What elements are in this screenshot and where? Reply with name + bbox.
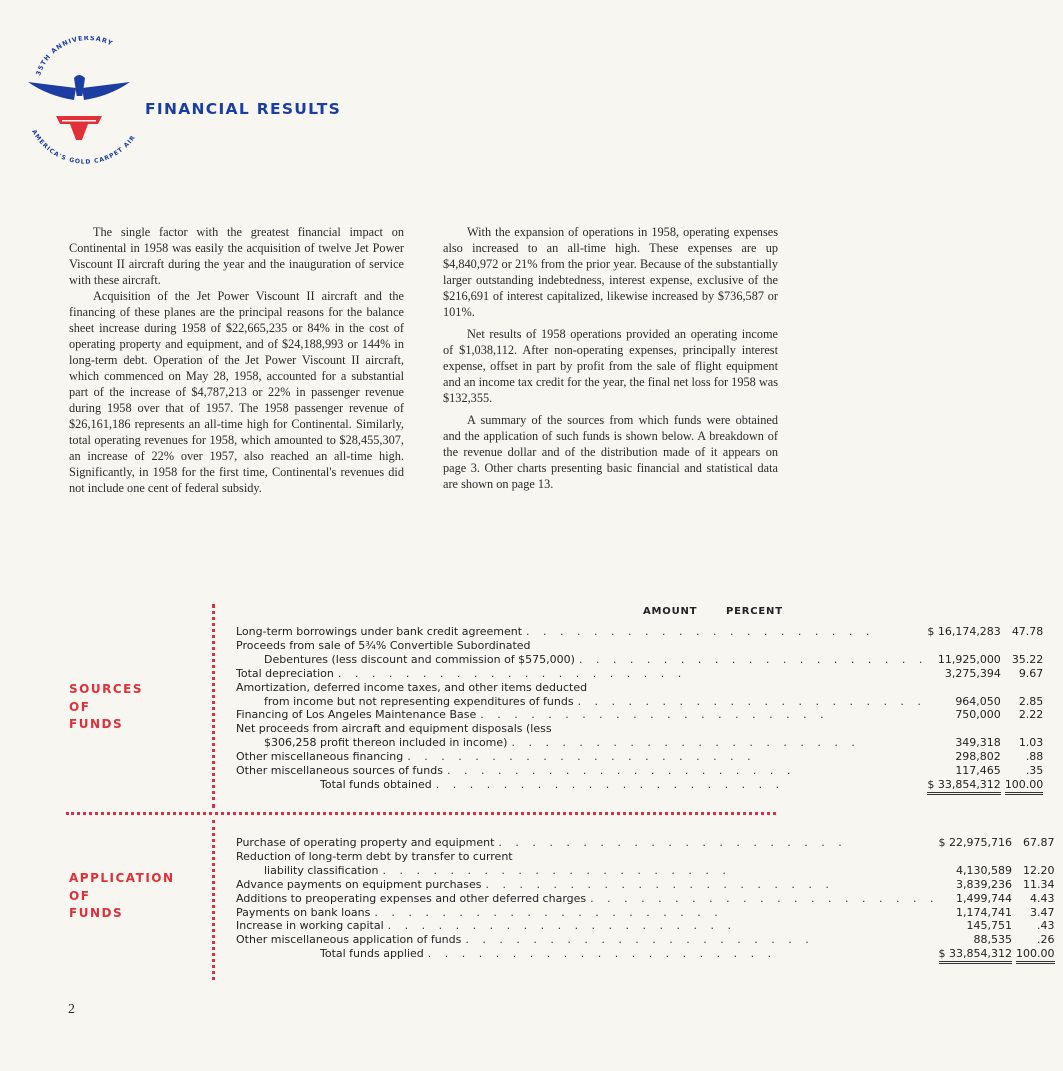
paragraph: A summary of the sources from which funds were obtained and the application of such funds is shown below. A breakdown of the revenue dollar and of the distribution made of it appears on page 3. Other charts presenting basic financial and statistical data are shown on page 13.: [443, 413, 778, 491]
row-percent: 1.03: [1018, 736, 1044, 750]
table-row: [236, 906, 1063, 920]
amount-header: AMOUNT: [643, 606, 698, 617]
table-row: [236, 878, 1063, 892]
row-percent: 100.00: [1005, 778, 1044, 795]
leader-dots: . . . . . . . . . . . . . . . . . . . . .: [337, 666, 687, 680]
table-row: [236, 933, 1063, 947]
text-column-left: [69, 224, 404, 502]
table-row: [236, 695, 1051, 709]
row-amount: $ 33,854,312: [939, 947, 1012, 964]
row-percent: 2.22: [1018, 708, 1044, 722]
total-row: [236, 778, 1051, 792]
total-row: [236, 947, 1063, 961]
row-percent: 11.34: [1023, 877, 1055, 891]
percent-header: PERCENT: [726, 606, 783, 617]
leader-dots: . . . . . . . . . . . . . . . . . . . . .: [578, 652, 928, 666]
leader-dots: . . . . . . . . . . . . . . . . . . . . .: [498, 836, 847, 849]
leader-dots: . . . . . . . . . . . . . . . . . . . . .: [374, 905, 723, 919]
row-description: from income but not representing expenditures of funds: [264, 695, 578, 708]
leader-dots: . . . . . . . . . . . . . . . . . . . . .: [407, 750, 756, 764]
row-description: Net proceeds from aircraft and equipment disposals (less: [236, 722, 556, 735]
row-description: Long-term borrowings under bank credit agreement: [236, 625, 526, 638]
leader-dots: . . . . . . . . . . . . . . . . . . . . .: [577, 694, 926, 708]
leader-dots: . . . . . . . . . . . . . . . . . . . . .: [387, 919, 737, 933]
row-description: Total depreciation: [236, 667, 338, 680]
row-percent: .26: [1037, 933, 1055, 947]
table-row: [236, 850, 1063, 864]
application-of-funds-table: [236, 836, 1063, 961]
logo-top-text: 35TH ANNIVERSARY: [34, 36, 115, 77]
row-amount: $ 22,975,716: [938, 836, 1012, 849]
row-description: Total funds applied: [320, 947, 428, 960]
page-heading: FINANCIAL RESULTS: [145, 100, 342, 118]
row-amount: 4,130,589: [956, 863, 1012, 877]
table-row: [236, 639, 1051, 653]
row-amount: 964,050: [955, 694, 1001, 708]
row-amount: 117,465: [955, 764, 1001, 778]
row-amount: 3,275,394: [944, 666, 1001, 680]
table-row: [236, 919, 1063, 933]
application-label: APPLICATION OF FUNDS: [69, 871, 175, 920]
table-row: [236, 708, 1051, 722]
row-percent: 67.87: [1023, 836, 1055, 849]
leader-dots: . . . . . . . . . . . . . . . . . . . . .: [446, 764, 796, 778]
row-amount: 3,839,236: [956, 877, 1012, 891]
table-row: [236, 653, 1051, 667]
table-row: [236, 764, 1051, 778]
row-amount: 11,925,000: [937, 652, 1001, 666]
row-description: Proceeds from sale of 5¾% Convertible Subordinated: [236, 639, 535, 652]
leader-dots: . . . . . . . . . . . . . . . . . . . . .: [382, 863, 731, 877]
paragraph: Net results of 1958 operations provided an operating income of $1,038,112. After non-operating expenses, principally interest expense, offset in part by profit from the sale of flight equipment and an income tax credit for the year, the final net loss for 1958 was $132,355.: [443, 327, 778, 405]
row-description: Payments on bank loans: [236, 906, 374, 919]
row-description: Amortization, deferred income taxes, and other items deducted: [236, 681, 591, 694]
leader-dots: . . . . . . . . . . . . . . . . . . . . .: [465, 933, 814, 947]
row-percent: 35.22: [1011, 652, 1044, 666]
sources-of-funds-table: [236, 625, 1051, 792]
row-description: Reduction of long-term debt by transfer to current: [236, 850, 517, 863]
row-amount: 1,499,744: [956, 891, 1012, 905]
table-row: [236, 681, 1051, 695]
row-percent: .88: [1025, 750, 1044, 764]
row-percent: 47.78: [1011, 625, 1044, 638]
row-description: Other miscellaneous application of funds: [236, 933, 465, 946]
tail-feathers-icon: [56, 116, 102, 140]
horizontal-dotted-divider: [66, 812, 776, 815]
row-percent: 2.85: [1018, 694, 1044, 708]
vertical-dotted-divider: [212, 820, 219, 980]
row-percent: 3.47: [1030, 905, 1055, 919]
row-amount: 1,174,741: [956, 905, 1012, 919]
row-amount: $ 33,854,312: [927, 778, 1000, 795]
row-percent: 4.43: [1030, 891, 1055, 905]
page-number: 2: [68, 1002, 75, 1017]
row-amount: 88,535: [973, 933, 1012, 947]
text-column-right: [443, 224, 778, 498]
row-percent: 12.20: [1023, 863, 1055, 877]
row-description: Financing of Los Angeles Maintenance Base: [236, 708, 480, 721]
leader-dots: . . . . . . . . . . . . . . . . . . . . .: [485, 877, 834, 891]
leader-dots: . . . . . . . . . . . . . . . . . . . . .: [435, 777, 785, 791]
row-percent: 9.67: [1018, 666, 1044, 680]
row-description: $306,258 profit thereon included in income): [264, 736, 511, 749]
row-description: Total funds obtained: [320, 778, 436, 791]
leader-dots: . . . . . . . . . . . . . . . . . . . . .: [427, 947, 777, 961]
logo-bottom-text: AMERICA'S GOLD CARPET AIR: [30, 128, 138, 166]
row-amount: 145,751: [966, 919, 1012, 933]
anniversary-logo: [18, 36, 158, 186]
row-description: Increase in working capital: [236, 919, 388, 932]
row-percent: .43: [1037, 919, 1055, 933]
table-row: [236, 625, 1051, 639]
row-amount: 750,000: [955, 708, 1001, 722]
table-row: [236, 864, 1063, 878]
row-amount: 298,802: [955, 750, 1001, 764]
row-description: Debentures (less discount and commission of $575,000): [264, 653, 579, 666]
leader-dots: . . . . . . . . . . . . . . . . . . . . .: [590, 891, 939, 905]
paragraph: With the expansion of operations in 1958, operating expenses also increased to an all-time high. These expenses are up $4,840,972 or 21% from the prior year. Because of the substantially larger outstanding indebtedness, interest expense, exclusive of the $216,691 of interest capitalized, likewise increased by $736,587 or 101%.: [443, 225, 778, 319]
table-row: [236, 667, 1051, 681]
row-description: Advance payments on equipment purchases: [236, 878, 486, 891]
paragraph: The single factor with the greatest financial impact on Continental in 1958 was easily the acquisition of twelve Jet Power Viscount II aircraft during the year and the inauguration of service with these aircraft.: [69, 225, 404, 287]
vertical-dotted-divider: [212, 604, 219, 808]
row-percent: 100.00: [1016, 947, 1055, 964]
row-amount: $ 16,174,283: [927, 625, 1001, 638]
table-row: [236, 736, 1051, 750]
paragraph: Acquisition of the Jet Power Viscount II aircraft and the financing of these planes are the principal reasons for the balance sheet increase during 1958 of $22,665,235 or 84% in the cost of operating property and equipment, and of $24,188,993 or 144% in long-term debt. Operation of the Jet Power Viscount II aircraft, which commenced on May 28, 1958, accounted for a substantial part of the increase of $4,787,213 or 22% in passenger revenue during 1958 over that of 1957. The 1958 passenger revenue of $26,161,186 represents an all-time high for Continental. Similarly, total operating revenues for 1958, which amounted to $28,455,307, an increase of 22% over 1957, also reached an all-time high. Significantly, in 1958 for the first time, Continental's revenues did not include one cent of federal subsidy.: [69, 289, 404, 495]
table-row: [236, 892, 1063, 906]
row-description: Other miscellaneous sources of funds: [236, 764, 447, 777]
row-percent: .35: [1025, 764, 1044, 778]
row-description: Other miscellaneous financing: [236, 750, 407, 763]
sources-label: SOURCES OF FUNDS: [69, 682, 143, 731]
table-row: [236, 722, 1051, 736]
leader-dots: . . . . . . . . . . . . . . . . . . . . .: [526, 625, 875, 638]
leader-dots: . . . . . . . . . . . . . . . . . . . . .: [511, 736, 860, 750]
table-row: [236, 836, 1063, 850]
row-amount: 349,318: [955, 736, 1001, 750]
row-description: liability classification: [264, 864, 382, 877]
eagle-wings-icon: [28, 75, 130, 100]
leader-dots: . . . . . . . . . . . . . . . . . . . . .: [480, 708, 829, 722]
table-row: [236, 750, 1051, 764]
row-description: Purchase of operating property and equipment: [236, 836, 498, 849]
row-description: Additions to preoperating expenses and other deferred charges: [236, 892, 590, 905]
